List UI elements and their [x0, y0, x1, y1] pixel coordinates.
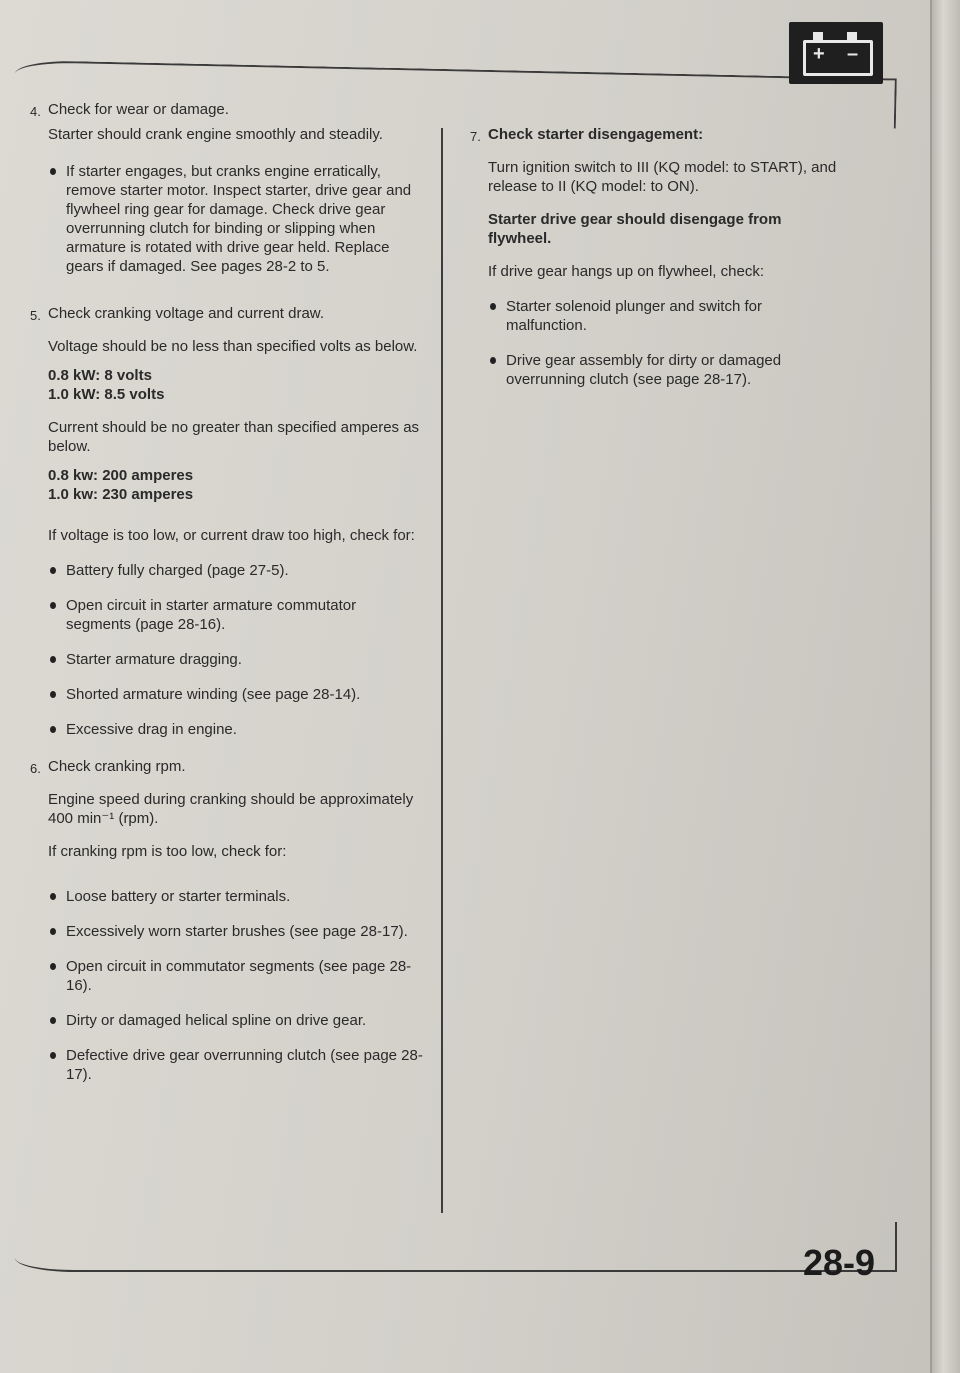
list-item-text: Dirty or damaged helical spline on drive gear.	[66, 1012, 367, 1029]
battery-terminal-icon	[813, 32, 823, 40]
bullet-icon	[50, 1017, 56, 1024]
list-item	[48, 685, 425, 704]
step-text: Engine speed during cranking should be approximately 400 min⁻¹ (rpm).	[48, 791, 414, 827]
list-item	[48, 162, 425, 276]
list-item	[48, 922, 425, 941]
bullet-icon	[50, 567, 56, 574]
list-item-text: Open circuit in starter armature commutator segments (page 28-16).	[66, 597, 357, 633]
column-divider	[441, 128, 443, 1213]
step-title: Check for wear or damage.	[48, 101, 229, 118]
step-4	[30, 100, 425, 276]
footer-rule	[15, 1222, 897, 1272]
step-number: 5.	[30, 308, 41, 323]
list-item-text: Battery fully charged (page 27-5).	[66, 562, 289, 579]
spec-line: 1.0 kw: 230 amperes	[48, 486, 194, 503]
current-specs	[48, 466, 425, 504]
bullet-icon	[50, 726, 56, 733]
voltage-specs	[48, 366, 425, 404]
bullet-icon	[50, 691, 56, 698]
step-number: 4.	[30, 104, 41, 119]
list-item	[48, 1046, 425, 1084]
bullet-icon	[50, 928, 56, 935]
step-text: If voltage is too low, or current draw too high, check for:	[48, 527, 415, 544]
list-item-text: Excessively worn starter brushes (see page 28-17).	[66, 923, 408, 940]
list-item	[488, 351, 845, 389]
right-column	[470, 125, 845, 407]
step-text: Current should be no greater than specified amperes as below.	[48, 419, 420, 455]
list-item	[48, 887, 425, 906]
bullet-icon	[50, 963, 56, 970]
list-item-text: Defective drive gear overrunning clutch (see page 28-17).	[66, 1047, 423, 1083]
spec-line: 0.8 kW: 8 volts	[48, 367, 152, 384]
spec-line: 0.8 kw: 200 amperes	[48, 467, 194, 484]
list-item-text: Starter armature dragging.	[66, 651, 242, 668]
list-item-text: Starter solenoid plunger and switch for malfunction.	[506, 298, 762, 334]
page-number: 28-9	[803, 1242, 876, 1283]
step-title: Check cranking voltage and current draw.	[48, 305, 324, 322]
bullet-icon	[50, 1052, 56, 1059]
plus-sign: +	[813, 43, 825, 65]
battery-terminal-icon	[847, 32, 857, 40]
step-title: Check starter disengagement:	[488, 126, 704, 143]
step-5	[30, 304, 425, 739]
list-item-text: Excessive drag in engine.	[66, 721, 237, 738]
battery-icon	[789, 22, 883, 84]
list-item-text: Open circuit in commutator segments (see page 28-16).	[66, 958, 412, 994]
list-item-text: Shorted armature winding (see page 28-14).	[66, 686, 361, 703]
list-item	[48, 596, 425, 634]
page-edge	[930, 0, 960, 1373]
step-text: Turn ignition switch to III (KQ model: to START), and release to II (KQ model: to ON).	[488, 159, 837, 195]
list-item	[48, 957, 425, 995]
list-item	[48, 561, 425, 580]
bullet-icon	[50, 602, 56, 609]
step-number: 7.	[470, 129, 481, 144]
list-item	[48, 720, 425, 739]
spec-line: 1.0 kW: 8.5 volts	[48, 386, 165, 403]
list-item	[488, 297, 845, 335]
list-item-text: Drive gear assembly for dirty or damaged overrunning clutch (see page 28-17).	[506, 352, 782, 388]
step-text: Starter drive gear should disengage from flywheel.	[488, 211, 782, 247]
bullet-icon	[50, 168, 56, 175]
list-item-text: If starter engages, but cranks engine erratically, remove starter motor. Inspect starter, drive gear and flywheel ring gear for damage. Check drive gear overrunning clutch for binding or slipping when armature is rotated with drive gear held. Replace gears if damaged. See pages 28-2 to 5.	[66, 163, 412, 275]
step-title: Check cranking rpm.	[48, 758, 186, 775]
left-column	[30, 100, 425, 1102]
bullet-icon	[490, 357, 496, 364]
bullet-icon	[50, 656, 56, 663]
step-6	[30, 757, 425, 1084]
list-item	[48, 650, 425, 669]
list-item-text: Loose battery or starter terminals.	[66, 888, 291, 905]
minus-sign: –	[847, 43, 859, 65]
step-text: Voltage should be no less than specified volts as below.	[48, 338, 418, 355]
step-text: If drive gear hangs up on flywheel, check:	[488, 263, 764, 280]
bullet-icon	[50, 893, 56, 900]
step-7	[470, 125, 845, 389]
step-text: If cranking rpm is too low, check for:	[48, 843, 287, 860]
list-item	[48, 1011, 425, 1030]
step-number: 6.	[30, 761, 41, 776]
step-text: Starter should crank engine smoothly and steadily.	[48, 126, 383, 143]
bullet-icon	[490, 303, 496, 310]
